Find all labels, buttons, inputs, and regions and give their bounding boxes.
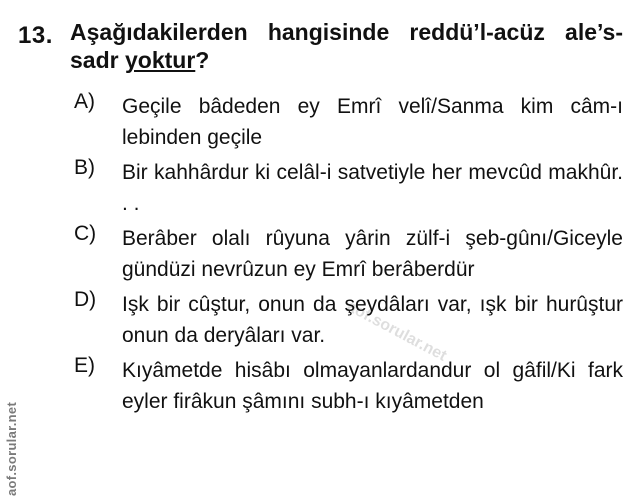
answer-options — [18, 91, 623, 417]
option-b-letter: B) — [74, 156, 95, 179]
option-d-text: Işk bir cûştur, onun da şeydâları var, ışk bir hurûştur onun da deryâları var. — [122, 293, 623, 347]
option-d-letter: D) — [74, 288, 97, 311]
question-number: 13. — [18, 22, 53, 49]
option-b-text: Bir kahhârdur ki celâl-i satvetiyle her mevcûd makhûr. . . — [122, 161, 623, 215]
option-e-text: Kıyâmetde hisâbı olmayanlardandur ol gâfil/Ki fark eyler firâkun şâmını subh-ı kıyâmetden — [122, 359, 623, 413]
option-a[interactable] — [18, 91, 623, 153]
question-stem — [70, 18, 623, 74]
option-a-text: Geçile bâdeden ey Emrî velî/Sanma kim câm-ı lebinden geçile — [122, 95, 623, 149]
question-header — [18, 18, 623, 74]
side-watermark: aof.sorular.net — [4, 401, 19, 496]
option-e[interactable] — [18, 355, 623, 417]
question-stem-end: ? — [195, 47, 210, 73]
question-stem-text: Aşağıdakilerden hangisinde reddü’l-acüz ale’s-sadr — [70, 19, 623, 73]
option-d[interactable] — [18, 289, 623, 351]
diagonal-watermark: aof.sorular.net — [344, 298, 450, 365]
question-block — [18, 18, 623, 421]
option-c[interactable] — [18, 223, 623, 285]
option-c-letter: C) — [74, 222, 97, 245]
option-e-letter: E) — [74, 354, 95, 377]
option-a-letter: A) — [74, 90, 95, 113]
option-b[interactable] — [18, 157, 623, 219]
question-stem-emphasis: yoktur — [124, 47, 196, 73]
option-c-text: Berâber olalı rûyuna yârin zülf-i şeb-gûnı/Giceyle gündüzi nevrûzun ey Emrî berâberdür — [122, 227, 623, 281]
